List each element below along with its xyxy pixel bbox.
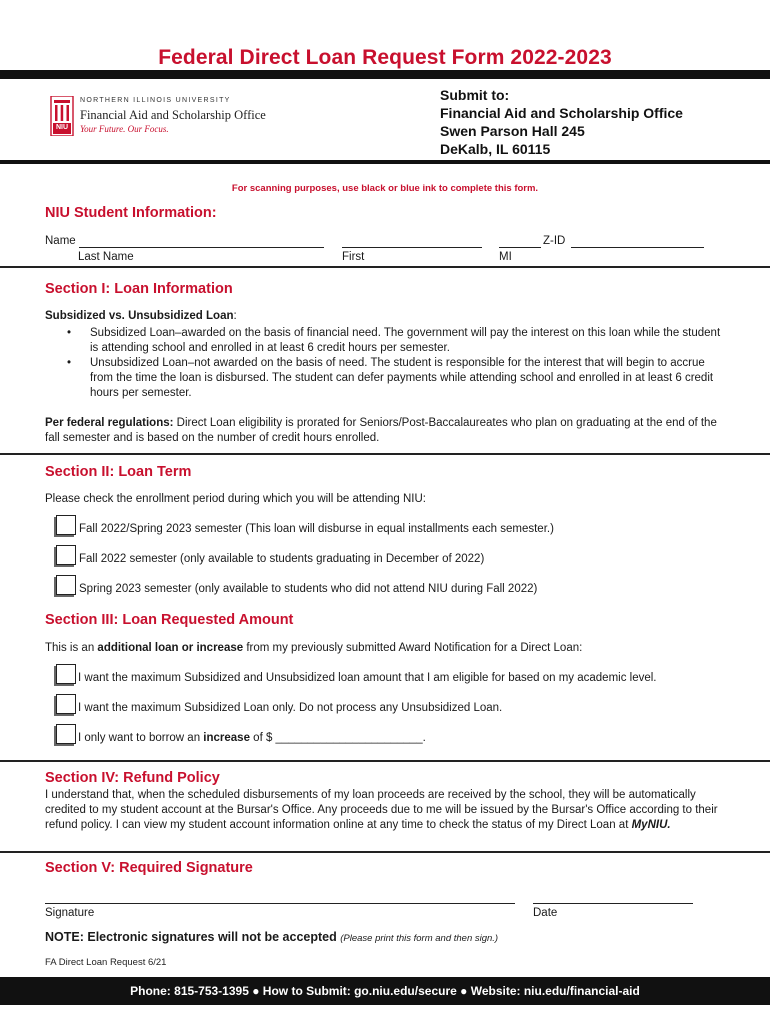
signature-caption: Signature — [45, 907, 95, 919]
amount-option-max-subsidized: I want the maximum Subsidized Loan only. Do not process any Unsubsidized Loan. — [78, 702, 503, 714]
amount-checkbox-max-subsidized[interactable] — [56, 694, 76, 714]
term-option-spring: Spring 2023 semester (only available to students who did not attend NIU during Fall 2022) — [79, 583, 538, 595]
footer-contact-bar: Phone: 815-753-1395 ● How to Submit: go.niu.edu/secure ● Website: niu.edu/financial-aid — [0, 977, 770, 1005]
list-item: • Unsubsidized Loan–not awarded on the basis of need. The student is responsible for the interest that will begin to accrue from the time the loan is disbursed. The student can defer payments while attending school and enrolled in at least 6 credit hours per semester. — [45, 356, 730, 401]
submit-label: Submit to: — [440, 87, 510, 103]
list-item: • Subsidized Loan–awarded on the basis of financial need. The government will pay the interest on this loan while the student is attending school and enrolled in at least 6 credit hours per semester. — [45, 326, 730, 356]
divider — [0, 453, 770, 455]
submit-line2: Swen Parson Hall 245 — [440, 123, 585, 139]
submit-line3: DeKalb, IL 60115 — [440, 141, 551, 157]
section4-heading: Section IV: Refund Policy — [45, 770, 220, 786]
mi-field[interactable] — [499, 247, 541, 248]
first-name-caption: First — [342, 251, 365, 263]
mi-caption: MI — [499, 251, 512, 263]
amount-option-max-both: I want the maximum Subsidized and Unsubsidized loan amount that I am eligible for based on my academic level. — [78, 672, 657, 684]
signature-note: NOTE: Electronic signatures will not be accepted (Please print this form and then sign.) — [45, 930, 499, 944]
last-name-field[interactable] — [79, 247, 324, 248]
term-checkbox-spring[interactable] — [56, 575, 76, 595]
date-field[interactable] — [533, 903, 693, 904]
name-label: Name — [45, 235, 76, 247]
section1-heading: Section I: Loan Information — [45, 281, 233, 297]
student-heading: NIU Student Information: — [45, 205, 217, 221]
divider — [0, 760, 770, 762]
first-name-field[interactable] — [342, 247, 482, 248]
logo-tagline: Your Future. Our Focus. — [80, 124, 169, 134]
niu-logo — [50, 96, 74, 136]
page-title: Federal Direct Loan Request Form 2022-2023 — [158, 46, 612, 69]
form-id: FA Direct Loan Request 6/21 — [45, 957, 167, 968]
section1-subheading: Subsidized vs. Unsubsidized Loan: — [45, 310, 237, 322]
logo-office: Financial Aid and Scholarship Office — [80, 108, 266, 122]
section2-intro: Please check the enrollment period during which you will be attending NIU: — [45, 493, 426, 505]
date-caption: Date — [533, 907, 558, 919]
term-checkbox-fall[interactable] — [56, 545, 76, 565]
section2-heading: Section II: Loan Term — [45, 464, 192, 480]
submit-line1: Financial Aid and Scholarship Office — [440, 105, 683, 121]
header-bottom-divider — [0, 160, 770, 164]
scan-note: For scanning purposes, use black or blue ink to complete this form. — [231, 183, 539, 194]
niu-badge: NIU — [55, 124, 69, 131]
last-name-caption: Last Name — [78, 251, 134, 263]
section3-intro: This is an additional loan or increase from my previously submitted Award Notification for a Direct Loan: — [45, 642, 583, 654]
term-checkbox-fall-spring[interactable] — [56, 515, 76, 535]
amount-checkbox-increase[interactable] — [56, 724, 76, 744]
section3-heading: Section III: Loan Requested Amount — [45, 612, 294, 628]
zid-label: Z-ID — [543, 235, 566, 247]
zid-field[interactable] — [571, 247, 704, 248]
header-divider — [0, 70, 770, 79]
term-option-fall-spring: Fall 2022/Spring 2023 semester (This loan will disburse in equal installments each semester.) — [79, 523, 554, 535]
logo-university: NORTHERN ILLINOIS UNIVERSITY — [80, 97, 231, 104]
section5-heading: Section V: Required Signature — [45, 860, 253, 876]
refund-policy-text: I understand that, when the scheduled disbursements of my loan proceeds are received by the school, they will be automatically credited to my student account at the Bursar's Office. Any proceeds due to me will be issued by the Bursar's Office according to their refund policy. I can view my student account information online at any time to check the status of my Direct Loan at MyNIU. — [45, 789, 718, 831]
divider — [0, 266, 770, 268]
signature-field[interactable] — [45, 903, 515, 904]
federal-regulations: Per federal regulations: Direct Loan eligibility is prorated for Seniors/Post-Baccalaureates who plan on graduating at the end of the fall semester and is based on the number of credit hours enrolled. — [45, 417, 717, 444]
amount-option-increase: I only want to borrow an increase of $ _______________________. — [78, 732, 426, 744]
submit-address — [440, 86, 683, 158]
amount-checkbox-max-both[interactable] — [56, 664, 76, 684]
loan-type-list — [45, 326, 730, 401]
divider — [0, 851, 770, 853]
term-option-fall: Fall 2022 semester (only available to students graduating in December of 2022) — [79, 553, 485, 565]
